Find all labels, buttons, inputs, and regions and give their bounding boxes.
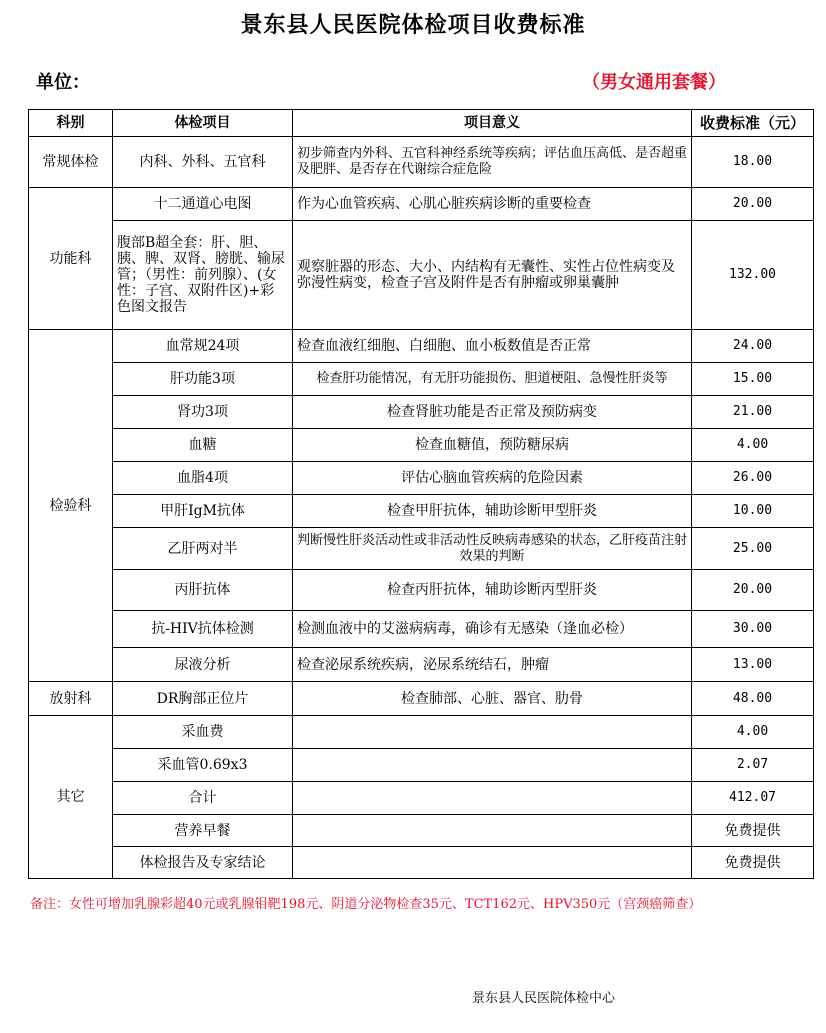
table-row <box>29 528 814 570</box>
desc-cell: 检查血糖值，预防糖尿病 <box>293 429 692 462</box>
desc-cell: 作为心血管疾病、心肌心脏疾病诊断的重要检查 <box>293 188 692 221</box>
price-cell: 13.00 <box>692 648 814 682</box>
price-cell: 4.00 <box>692 716 814 749</box>
table-row <box>29 188 814 221</box>
price-cell: 20.00 <box>692 570 814 611</box>
item-cell: 体检报告及专家结论 <box>113 847 293 879</box>
dept-cell: 常规体检 <box>29 137 113 188</box>
table-row <box>29 363 814 396</box>
dept-cell: 其它 <box>29 716 113 879</box>
table-row <box>29 716 814 749</box>
item-cell: 乙肝两对半 <box>113 528 293 570</box>
item-cell: 腹部B超全套：肝、胆、胰、脾、双肾、膀胱、输尿管；（男性：前列腺）、(女性：子宫、双附件区)+彩色图文报告 <box>113 221 293 330</box>
item-cell: 采血费 <box>113 716 293 749</box>
price-cell: 26.00 <box>692 462 814 495</box>
table-row <box>29 782 814 815</box>
desc-cell: 观察脏器的形态、大小、内结构有无囊性、实性占位性病变及弥漫性病变，检查子宫及附件是否有肿瘤或卵巢囊肿 <box>293 221 692 330</box>
item-cell: 合计 <box>113 782 293 815</box>
item-cell: 十二通道心电图 <box>113 188 293 221</box>
desc-cell <box>293 815 692 847</box>
desc-cell: 检查丙肝抗体，辅助诊断丙型肝炎 <box>293 570 692 611</box>
unit-label: 单位： <box>36 72 90 93</box>
dept-cell: 检验科 <box>29 330 113 682</box>
item-cell: 营养早餐 <box>113 815 293 847</box>
table-row <box>29 682 814 716</box>
item-cell: 肝功能3项 <box>113 363 293 396</box>
table-row <box>29 749 814 782</box>
price-cell: 免费提供 <box>692 815 814 847</box>
desc-cell: 检查肺部、心脏、器官、肋骨 <box>293 682 692 716</box>
table-row <box>29 462 814 495</box>
fee-table <box>28 109 814 879</box>
desc-cell: 评估心脑血管疾病的危险因素 <box>293 462 692 495</box>
item-cell: 采血管0.69x3 <box>113 749 293 782</box>
price-cell: 48.00 <box>692 682 814 716</box>
item-cell: 尿液分析 <box>113 648 293 682</box>
package-label: （男女通用套餐） <box>582 72 726 93</box>
table-row <box>29 495 814 528</box>
footer-signature: 景东县人民医院体检中心 <box>472 991 616 1006</box>
desc-cell: 检查血液红细胞、白细胞、血小板数值是否正常 <box>293 330 692 363</box>
desc-cell: 检查肾脏功能是否正常及预防病变 <box>293 396 692 429</box>
item-cell: 甲肝IgM抗体 <box>113 495 293 528</box>
note-text: 备注：女性可增加乳腺彩超40元或乳腺钼靶198元、阴道分泌物检查35元、TCT162元、HPV350元（宫颈癌筛查） <box>30 897 702 912</box>
item-cell: 血脂4项 <box>113 462 293 495</box>
desc-cell: 初步筛查内外科、五官科神经系统等疾病；评估血压高低、是否超重及肥胖、是否存在代谢综合症危险 <box>293 137 692 188</box>
table-row <box>29 137 814 188</box>
price-cell: 18.00 <box>692 137 814 188</box>
table-row <box>29 570 814 611</box>
price-cell: 15.00 <box>692 363 814 396</box>
table-row <box>29 847 814 879</box>
price-cell: 21.00 <box>692 396 814 429</box>
price-cell: 24.00 <box>692 330 814 363</box>
price-cell: 25.00 <box>692 528 814 570</box>
item-cell: 肾功3项 <box>113 396 293 429</box>
item-cell: 抗-HIV抗体检测 <box>113 611 293 648</box>
table-row <box>29 648 814 682</box>
table-row <box>29 396 814 429</box>
price-cell: 2.07 <box>692 749 814 782</box>
item-cell: 丙肝抗体 <box>113 570 293 611</box>
dept-cell: 功能科 <box>29 188 113 330</box>
price-cell: 10.00 <box>692 495 814 528</box>
price-cell: 4.00 <box>692 429 814 462</box>
price-cell: 132.00 <box>692 221 814 330</box>
desc-cell: 检查甲肝抗体，辅助诊断甲型肝炎 <box>293 495 692 528</box>
desc-cell: 判断慢性肝炎活动性或非活动性反映病毒感染的状态，乙肝疫苗注射效果的判断 <box>293 528 692 570</box>
desc-cell: 检查泌尿系统疾病，泌尿系统结石，肿瘤 <box>293 648 692 682</box>
desc-cell <box>293 716 692 749</box>
desc-cell <box>293 749 692 782</box>
desc-cell: 检查肝功能情况，有无肝功能损伤、胆道梗阻、急慢性肝炎等 <box>293 363 692 396</box>
table-row <box>29 330 814 363</box>
price-cell: 30.00 <box>692 611 814 648</box>
header-desc: 项目意义 <box>293 110 692 137</box>
table-row <box>29 429 814 462</box>
item-cell: 血常规24项 <box>113 330 293 363</box>
desc-cell <box>293 782 692 815</box>
desc-cell: 检测血液中的艾滋病病毒，确诊有无感染（逢血必检） <box>293 611 692 648</box>
table-row <box>29 611 814 648</box>
item-cell: DR胸部正位片 <box>113 682 293 716</box>
page-title: 景东县人民医院体检项目收费标准 <box>240 12 586 38</box>
dept-cell: 放射科 <box>29 682 113 716</box>
header-item: 体检项目 <box>113 110 293 137</box>
item-cell: 血糖 <box>113 429 293 462</box>
table-row <box>29 221 814 330</box>
header-price: 收费标准（元） <box>692 110 814 137</box>
price-cell: 20.00 <box>692 188 814 221</box>
desc-cell <box>293 847 692 879</box>
table-header-row <box>29 110 814 137</box>
price-cell: 免费提供 <box>692 847 814 879</box>
item-cell: 内科、外科、五官科 <box>113 137 293 188</box>
table-row <box>29 815 814 847</box>
header-dept: 科别 <box>29 110 113 137</box>
price-cell: 412.07 <box>692 782 814 815</box>
